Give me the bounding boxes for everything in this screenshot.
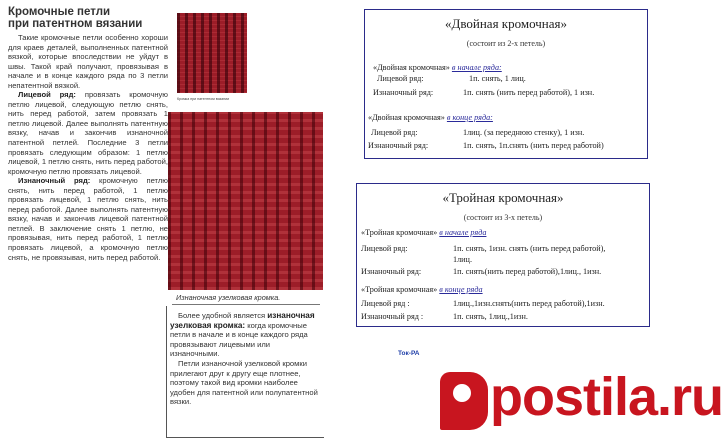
double-edge-box — [364, 9, 648, 159]
box1-sec1-place: в начале ряда: — [451, 63, 502, 72]
box2-sec2-name: «Тройная кромочная» — [361, 285, 438, 294]
watermark-text: postila.ru — [490, 367, 723, 427]
knit-row-paragraph — [8, 90, 168, 176]
middle-paragraph-1 — [170, 311, 320, 359]
box1-sec1-row1-value: 1п. снять, 1 лиц. — [469, 74, 526, 83]
article-title-line1: Кромочные петли — [8, 6, 111, 18]
middle-paragraph-2: Петли изнаночной узелковой кромки прилегают друг к другу еще плотнее, поэтому такой вид кромки наиболее удобен для патентной или полупатентной вязки. — [170, 358, 318, 407]
box2-subtitle: (состоит из 3-х петель) — [463, 213, 543, 222]
postila-logo-icon-hole — [453, 384, 471, 402]
box2-sec2-row1-value: 1лиц.,1изн.снять(нить перед работой),1изн. — [453, 299, 605, 308]
box2-sec1-row1-label: Лицевой ряд: — [361, 244, 408, 253]
knit-swatch-photo-large — [168, 112, 323, 290]
box2-sec1-row2-value: 1п. снять(нить перед работой),1лиц., 1изн. — [453, 267, 602, 276]
knit-row-text: провязать кромочную петлю лицевой, следующую петлю снять, нить перед работой, затем провязать 1 петлю лицевой. Далее выполнять патентную вязку, начав и закончив изнаночной патентной петлей. Последние 3 петли провязать следующим образом: 1 петлю лицевой, 1 петлю снять, нить перед работой, кромочную петлю провязать лицевой. — [8, 90, 168, 176]
middle-p1-start: Более удобной является — [178, 311, 268, 320]
box2-section2-heading — [361, 285, 483, 294]
box1-sec2-row1-label: Лицевой ряд: — [371, 128, 418, 137]
box1-sec1-row2-label: Изнаночный ряд: — [373, 88, 434, 97]
article-body — [8, 33, 168, 262]
box1-sec1-row2-value: 1п. снять (нить перед работой), 1 изн. — [463, 88, 595, 97]
small-swatch-caption: Кромка при патентном вязании — [177, 97, 230, 101]
article-title-line2: при патентном вязании — [8, 18, 143, 30]
purl-row-heading: Изнаночный ряд: — [18, 176, 91, 186]
box1-sec2-name: «Двойная кромочная» — [368, 113, 445, 122]
box2-sec1-row1-value-a: 1п. снять, 1изн. снять (нить перед работой), — [453, 244, 606, 253]
box2-sec1-row2-label: Изнаночный ряд: — [361, 267, 422, 276]
box2-sec1-place: в начале ряда — [439, 228, 487, 237]
box1-sec2-row2-label: Изнаночный ряд: — [368, 141, 429, 150]
box2-sec2-row1-label: Лицевой ряд : — [361, 299, 410, 308]
box2-title: «Тройная кромочная» — [442, 190, 564, 205]
box1-sec1-row1-label: Лицевой ряд: — [377, 74, 424, 83]
author-signature: Ток-РА — [398, 350, 420, 357]
box1-sec1-name: «Двойная кромочная» — [373, 63, 450, 72]
intro-paragraph: Такие кромочные петли особенно хороши для краев деталей, выполненных патентной вязкой, которые впоследствии не уйдут в швы. Такой край получают, провязывая в начале и в конце каждого ряда по 3 петли непатентной вязкой. — [8, 33, 168, 90]
box2-section1-heading — [361, 228, 486, 237]
box1-section1-heading — [373, 63, 502, 72]
article-title — [8, 6, 168, 30]
middle-text — [170, 311, 320, 407]
caption-divider — [172, 304, 320, 305]
knit-swatch-photo-small — [177, 13, 247, 93]
box1-subtitle: (состоит из 2-х петель) — [466, 39, 546, 48]
box1-sec2-place: в конце ряда: — [446, 113, 493, 122]
box1-title: «Двойная кромочная» — [444, 16, 568, 31]
purl-row-paragraph — [8, 176, 168, 262]
knit-row-heading: Лицевой ряд: — [18, 90, 76, 100]
box2-sec1-row1-value-b: 1лиц. — [453, 255, 472, 264]
box2-sec2-place: в конце ряда — [439, 285, 483, 294]
box1-sec2-row2-value: 1п. снять, 1п.снять (нить перед работой) — [463, 141, 604, 150]
box2-sec2-row2-label: Изнаночный ряд : — [361, 312, 424, 321]
middle-p1-rest: когда кромочные петли в начале и в конце каждого ряда провязывают лицевыми или изнаночными. — [170, 320, 308, 359]
middle-p1-bold: изнаночная узелковая кромка: — [170, 311, 315, 330]
box1-section2-heading — [368, 113, 493, 122]
box1-sec2-row1-value: 1лиц. (за переднюю стенку), 1 изн. — [463, 128, 585, 137]
triple-edge-box — [356, 183, 650, 327]
box2-sec1-name: «Тройная кромочная» — [361, 228, 438, 237]
large-swatch-caption: Изнаночная узелковая кромка. — [176, 293, 281, 302]
purl-row-text: кромочную петлю снять, нить перед работой, 1 петлю провязать лицевой, 1 петлю снять, нить перед работой. Далее выполнять патентную вязку, начав и закончив лицевой патентной петлей. В заключение снять 1 петлю, не провязывая, нить перед работой, 1 петлю провязать лицевой, а кромочную петлю снять, не провязывая, нить перед работой. — [8, 176, 168, 262]
box2-sec2-row2-value: 1п. снять, 1лиц.,1изн. — [453, 312, 528, 321]
